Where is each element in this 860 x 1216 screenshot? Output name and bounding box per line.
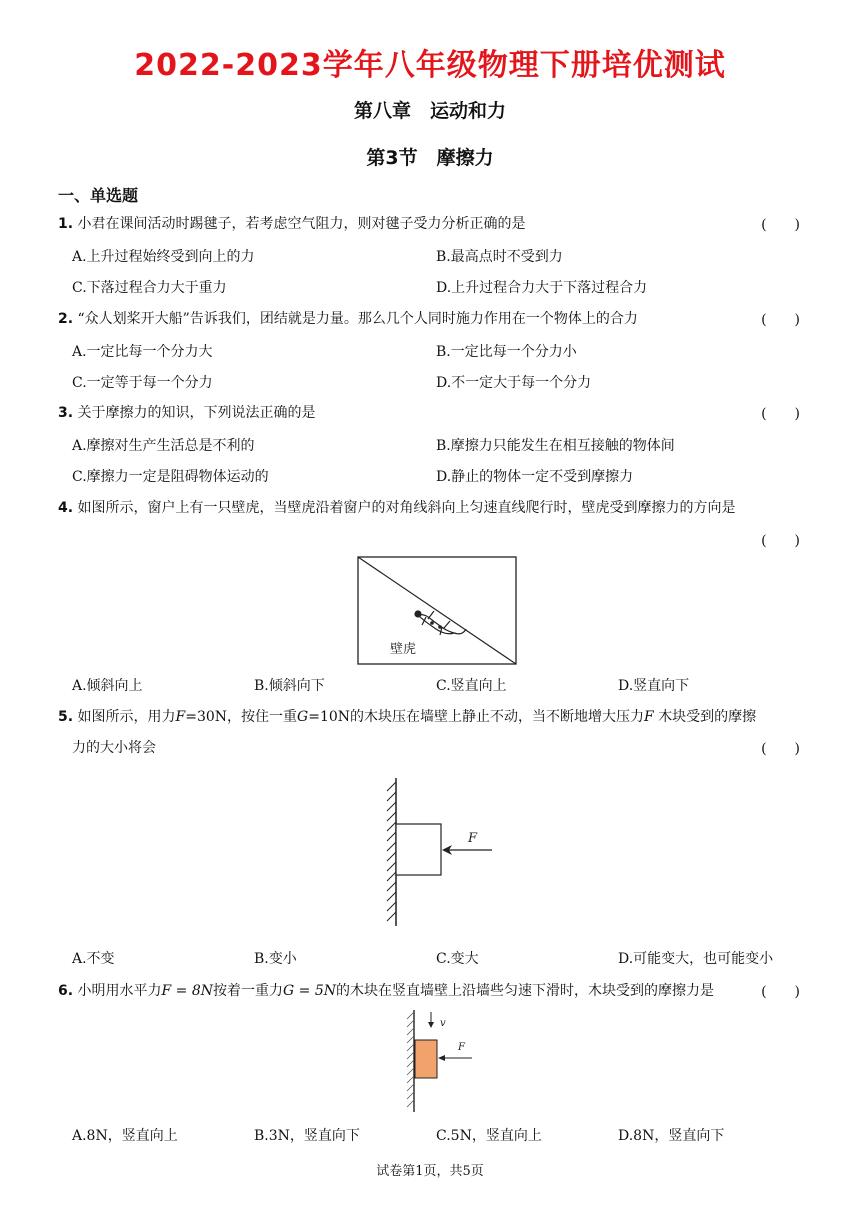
answer-bracket[interactable]: ( )	[761, 312, 800, 328]
option-a[interactable]: A.8N，竖直向上	[72, 1128, 178, 1144]
option-b[interactable]: B.变小	[254, 951, 297, 967]
option-d[interactable]: D.竖直向下	[618, 678, 690, 694]
question-stem: “众人划桨开大船”告诉我们，团结就是力量。那么几个人同时施力作用在一个物体上的合力	[77, 311, 638, 327]
option-a[interactable]: A.不变	[72, 951, 115, 967]
option-d[interactable]: D.静止的物体一定不受到摩擦力	[436, 469, 634, 485]
question-number: 2.	[58, 311, 74, 327]
variable-g: G	[297, 709, 309, 725]
part-heading: 一、单选题	[58, 186, 139, 205]
equation-f: F = 8N	[161, 983, 214, 999]
question-stem-line2: 力的大小将会	[72, 740, 156, 756]
variable-f: F	[175, 709, 186, 725]
answer-bracket[interactable]: ( )	[761, 741, 800, 757]
variable-f: F	[644, 709, 654, 725]
option-d[interactable]: D.上升过程合力大于下落过程合力	[436, 280, 648, 296]
velocity-arrowhead	[428, 1022, 434, 1028]
question-2	[58, 309, 638, 329]
velocity-label: v	[440, 1018, 446, 1029]
option-d[interactable]: D.可能变大，也可能变小	[618, 951, 774, 967]
wall-hatching	[407, 1012, 414, 1107]
exam-title: 2022-2023学年八年级物理下册培优测试	[134, 48, 726, 83]
question-stem: 如图所示，窗户上有一只壁虎，当壁虎沿着窗户的对角线斜向上匀速直线爬行时，壁虎受到摩擦力的方向是	[77, 500, 736, 516]
option-a[interactable]: A.倾斜向上	[72, 678, 143, 694]
section-title: 第3节 摩擦力	[366, 147, 494, 169]
question-stem-part: 按着一重力	[213, 983, 284, 999]
wooden-block	[415, 1040, 437, 1078]
window-gecko-figure	[356, 555, 520, 667]
question-1	[58, 214, 526, 234]
option-a[interactable]: A.一定比每一个分力大	[72, 344, 213, 360]
option-d[interactable]: D.8N，竖直向下	[618, 1128, 725, 1144]
wooden-block	[396, 824, 441, 875]
option-a[interactable]: A.上升过程始终受到向上的力	[72, 249, 255, 265]
option-b[interactable]: B.倾斜向下	[254, 678, 325, 694]
question-number: 5.	[58, 709, 74, 725]
answer-bracket[interactable]: ( )	[761, 406, 800, 422]
question-4	[58, 498, 808, 518]
answer-bracket[interactable]: ( )	[761, 217, 800, 233]
option-a[interactable]: A.摩擦对生产生活总是不利的	[72, 438, 255, 454]
option-c[interactable]: C.变大	[436, 951, 479, 967]
equation-g: G = 5N	[283, 983, 337, 999]
force-label: F	[468, 831, 478, 846]
option-b[interactable]: B.一定比每一个分力小	[436, 344, 577, 360]
option-c[interactable]: C.一定等于每一个分力	[72, 375, 213, 391]
question-stem: 关于摩擦力的知识，下列说法正确的是	[77, 405, 316, 421]
question-stem-part: =30N，按住一重	[185, 709, 298, 725]
question-stem-part: 的木块在竖直墙壁上沿墙些匀速下滑时，木块受到的摩擦力是	[336, 983, 715, 999]
chapter-title: 第八章 运动和力	[353, 100, 506, 122]
page-footer: 试卷第1页，共5页	[376, 1164, 484, 1179]
question-number: 4.	[58, 500, 74, 516]
wall-hatching	[387, 782, 396, 921]
force-label: F	[458, 1042, 465, 1053]
option-b[interactable]: B.最高点时不受到力	[436, 249, 563, 265]
question-stem-part: 小明用水平力	[77, 983, 162, 999]
question-stem-part: =10N的木块压在墙壁上静止不动，当不断地增大压力	[308, 709, 645, 725]
wall-block-figure	[376, 776, 500, 928]
question-stem-part: 木块受到的摩擦	[658, 709, 757, 725]
sliding-block-figure	[400, 1008, 480, 1116]
question-number: 1.	[58, 216, 74, 232]
option-c[interactable]: C.5N，竖直向上	[436, 1128, 542, 1144]
question-5	[58, 707, 808, 727]
option-b[interactable]: B.摩擦力只能发生在相互接触的物体间	[436, 438, 675, 454]
question-number: 3.	[58, 405, 74, 421]
option-d[interactable]: D.不一定大于每一个分力	[436, 375, 592, 391]
question-6	[58, 981, 714, 1001]
force-arrowhead	[438, 1055, 445, 1061]
question-stem-part: 如图所示，用力	[77, 709, 176, 725]
option-c[interactable]: C.竖直向上	[436, 678, 507, 694]
answer-bracket[interactable]: ( )	[761, 984, 800, 1000]
gecko-label: 壁虎	[390, 642, 417, 657]
option-c[interactable]: C.摩擦力一定是阻碍物体运动的	[72, 469, 269, 485]
question-stem: 小君在课间活动时踢毽子，若考虑空气阻力，则对毽子受力分析正确的是	[77, 216, 526, 232]
answer-bracket[interactable]: ( )	[761, 533, 800, 549]
question-number: 6.	[58, 983, 74, 999]
option-c[interactable]: C.下落过程合力大于重力	[72, 280, 227, 296]
question-3	[58, 403, 316, 423]
option-b[interactable]: B.3N，竖直向下	[254, 1128, 360, 1144]
